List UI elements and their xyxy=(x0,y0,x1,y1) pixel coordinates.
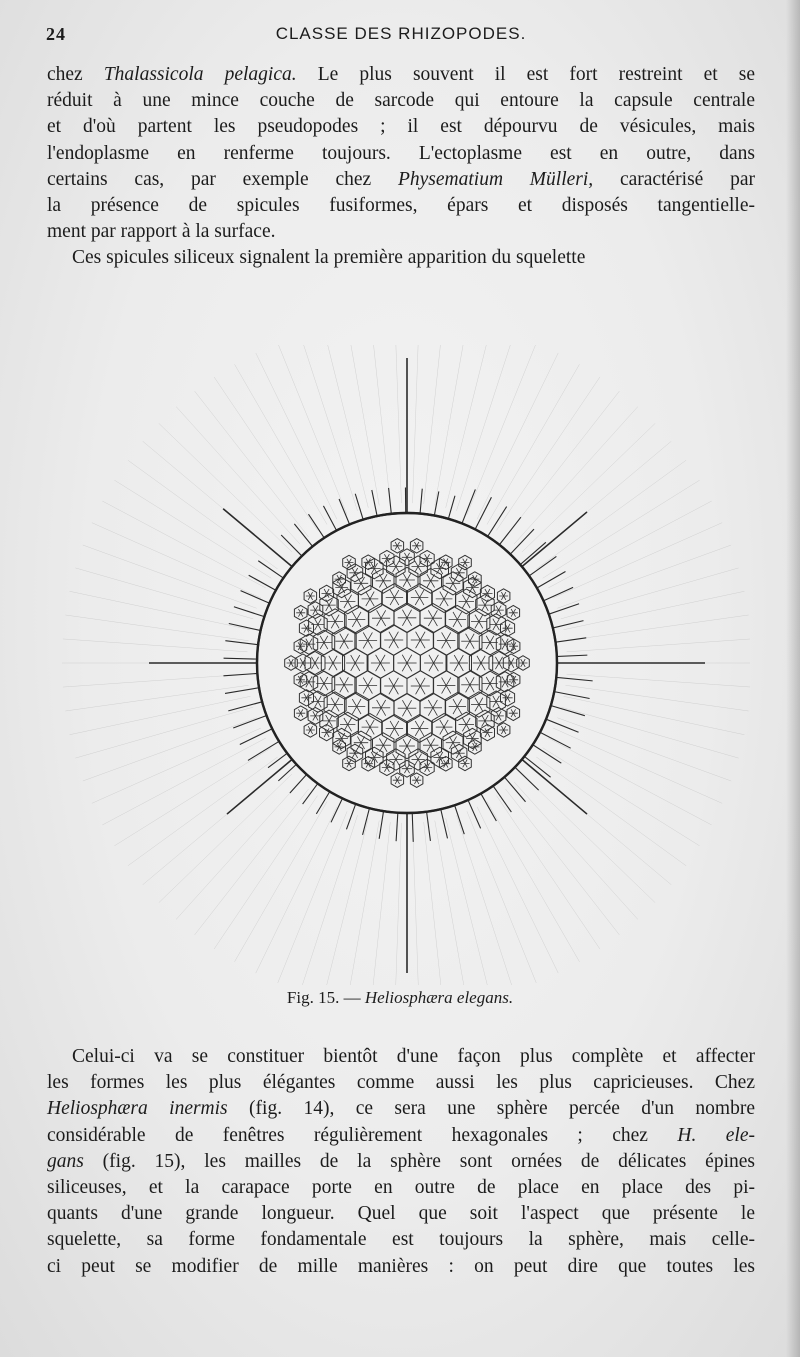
short-spine xyxy=(281,535,303,557)
text-line xyxy=(47,1254,755,1280)
short-spine xyxy=(248,740,281,760)
short-spine xyxy=(241,591,272,604)
ray xyxy=(63,674,248,687)
ray xyxy=(347,345,379,505)
short-spine xyxy=(278,763,298,781)
ray xyxy=(102,738,265,825)
text-run: ment par rapport à la surface. xyxy=(47,221,276,243)
short-spine xyxy=(258,561,285,579)
text-line xyxy=(47,114,755,140)
short-spine xyxy=(294,524,314,548)
short-spine xyxy=(554,638,587,643)
ray xyxy=(195,789,309,935)
text-line xyxy=(47,167,755,193)
short-spine xyxy=(363,806,370,835)
short-spine xyxy=(448,496,455,521)
ray xyxy=(553,728,722,803)
ray xyxy=(456,815,513,985)
short-spine xyxy=(269,547,294,568)
text-run: squelette, sa forme fondamentale est toujours la sphère, mais celle- xyxy=(47,1229,755,1251)
ray xyxy=(487,802,580,962)
short-spine xyxy=(339,499,350,526)
short-spine xyxy=(331,797,343,823)
text-run: réduit à une mince couche de sarcode qui entoure la capsule centrale xyxy=(47,90,755,112)
text-line xyxy=(47,62,755,88)
short-spine xyxy=(509,529,534,555)
ray xyxy=(65,615,248,641)
text-run: les formes les plus élégantes comme aussi les plus capricieuses. Chez xyxy=(47,1072,755,1094)
ray xyxy=(514,782,638,919)
text-line xyxy=(47,88,755,114)
ray xyxy=(102,501,265,588)
ray xyxy=(235,802,328,962)
ray xyxy=(496,377,599,530)
ray xyxy=(553,523,722,598)
ray xyxy=(522,774,655,903)
figure-caption xyxy=(0,988,800,1008)
ray xyxy=(557,718,731,781)
text-run: siliceuses, et la carapace porte en outre de place en place des pi- xyxy=(47,1177,755,1199)
text-run: (fig. 14), ce sera une sphère percée d'un nombre xyxy=(227,1098,755,1120)
short-spine xyxy=(549,705,585,716)
ray xyxy=(456,345,513,511)
short-spine xyxy=(225,687,261,693)
ray xyxy=(395,823,401,985)
short-spine xyxy=(544,718,578,732)
ray xyxy=(567,674,750,687)
short-spine xyxy=(531,744,561,764)
ray xyxy=(467,345,536,515)
ray xyxy=(347,821,379,985)
text-run: Le plus souvent il est fort restreint et se xyxy=(296,64,756,85)
ray xyxy=(548,738,711,825)
paragraph-1 xyxy=(47,62,755,272)
ray xyxy=(371,822,390,985)
short-spine xyxy=(498,517,521,546)
page-header xyxy=(46,24,756,54)
text-line xyxy=(47,141,755,167)
ray xyxy=(565,685,748,711)
ray xyxy=(83,545,257,608)
short-spine xyxy=(233,715,268,728)
short-spine xyxy=(547,604,579,615)
ray xyxy=(413,823,419,985)
short-spine xyxy=(474,497,491,531)
italic-run: Thalassicola pelagica. xyxy=(103,64,297,85)
text-line xyxy=(47,1149,755,1175)
text-run: (fig. 15), les mailles de la sphère sont ornées de délicates épines xyxy=(83,1150,755,1172)
short-spine xyxy=(379,809,384,839)
italic-run: gans xyxy=(47,1150,84,1172)
text-line xyxy=(47,219,755,245)
ray xyxy=(278,345,347,515)
short-spine xyxy=(555,655,587,656)
short-spine xyxy=(492,784,512,812)
italic-run: Physematium Mülleri, xyxy=(397,168,594,190)
ray xyxy=(214,796,317,949)
ray xyxy=(235,364,328,524)
text-run: la présence de spicules fusiformes, épars et disposés tangentielle- xyxy=(47,195,755,217)
ray xyxy=(83,718,257,781)
ray xyxy=(557,545,731,608)
short-spine xyxy=(229,623,263,630)
text-line xyxy=(47,1175,755,1201)
figure-heliosphaera-illustration xyxy=(60,345,750,985)
short-spine xyxy=(552,691,589,698)
ray xyxy=(548,501,711,588)
ray xyxy=(176,407,300,544)
short-spine xyxy=(346,802,356,829)
ray xyxy=(278,811,347,983)
ray xyxy=(514,407,638,544)
ray xyxy=(435,821,467,985)
text-line xyxy=(47,193,755,219)
short-spine xyxy=(503,776,525,802)
running-head: CLASSE DES RHIZOPODES. xyxy=(275,24,527,43)
short-spine xyxy=(316,790,330,814)
ray xyxy=(159,774,292,903)
short-spine xyxy=(542,587,573,601)
short-spine xyxy=(234,607,266,618)
short-spine xyxy=(551,621,584,629)
text-line xyxy=(47,1123,755,1149)
short-spine xyxy=(554,677,592,681)
ray xyxy=(176,782,300,919)
ray xyxy=(300,815,357,985)
ray xyxy=(424,345,443,504)
short-spine xyxy=(535,572,565,590)
short-spine xyxy=(519,542,546,566)
ray xyxy=(522,423,655,552)
text-line xyxy=(47,1096,755,1122)
ray xyxy=(477,807,558,973)
ray xyxy=(324,818,369,985)
ray xyxy=(256,353,337,519)
text-run: quants d'une grande longueur. Quel que soit l'aspect que présente le xyxy=(47,1203,755,1225)
ray xyxy=(567,639,750,652)
ray xyxy=(467,811,536,983)
short-spine xyxy=(225,641,260,645)
short-spine xyxy=(420,489,422,516)
ray xyxy=(300,345,357,511)
short-spine xyxy=(487,507,507,539)
text-line xyxy=(47,1070,755,1096)
short-spine xyxy=(308,514,325,539)
ray xyxy=(65,685,248,711)
ray xyxy=(496,796,599,949)
short-spine xyxy=(389,488,392,516)
ray xyxy=(63,639,248,652)
ray xyxy=(214,377,317,530)
short-spine xyxy=(480,792,496,821)
ray xyxy=(256,807,337,973)
short-spine xyxy=(523,755,551,777)
short-spine xyxy=(461,489,475,525)
ray xyxy=(536,757,686,866)
ray xyxy=(446,818,491,985)
ray xyxy=(565,615,748,641)
short-spine xyxy=(240,728,274,745)
ray xyxy=(92,523,261,598)
short-spine xyxy=(224,658,259,659)
text-run: ci peut se modifier de mille manières : on peut dire que toutes les xyxy=(47,1255,755,1277)
ray xyxy=(159,423,292,552)
paragraph-2 xyxy=(47,1044,755,1280)
ray xyxy=(487,364,580,524)
ray xyxy=(435,345,467,505)
text-line xyxy=(47,1227,755,1253)
text-run: Celui-ci va se constituer bientôt d'une façon plus complète et affecter xyxy=(72,1046,755,1067)
short-spine xyxy=(467,798,480,828)
short-spine xyxy=(303,782,319,804)
ray xyxy=(92,728,261,803)
figure-label: Fig. 15. — xyxy=(286,988,365,1007)
text-run: chez xyxy=(47,64,104,85)
page-number: 24 xyxy=(46,24,66,44)
ray xyxy=(536,460,686,569)
ray xyxy=(371,345,390,504)
ray xyxy=(506,789,620,935)
text-line xyxy=(47,245,755,271)
text-line xyxy=(47,1201,755,1227)
page-edge-shadow xyxy=(786,0,800,1357)
ray xyxy=(413,345,419,503)
italic-run: Heliosphæra inermis xyxy=(47,1098,228,1120)
short-spine xyxy=(290,773,308,793)
text-run: considérable de fenêtres régulièrement hexagonales ; chez xyxy=(47,1124,678,1146)
text-run: certains cas, par exemple chez xyxy=(47,168,398,190)
short-spine xyxy=(323,506,337,532)
short-spine xyxy=(440,807,447,838)
ray xyxy=(395,345,401,503)
short-spine xyxy=(396,811,398,841)
text-line xyxy=(47,1044,755,1070)
ray xyxy=(477,353,558,519)
text-run: et d'où partent les pseudopodes ; il est dépourvu de vésicules, mais xyxy=(47,116,755,138)
ray xyxy=(128,460,278,569)
short-spine xyxy=(223,673,259,676)
text-run: l'endoplasme en renferme toujours. L'ectoplasme est en outre, dans xyxy=(47,142,755,164)
short-spine xyxy=(228,701,264,711)
short-spine xyxy=(249,575,278,591)
short-spine xyxy=(527,556,556,577)
ray xyxy=(506,391,620,537)
text-run: Ces spicules siliceux signalent la première apparition du squelette xyxy=(72,247,586,269)
italic-run: H. ele- xyxy=(677,1124,755,1146)
short-spine xyxy=(426,810,430,841)
short-spine xyxy=(372,490,378,518)
short-spine xyxy=(412,811,413,842)
short-spine xyxy=(454,803,464,834)
ray xyxy=(195,391,309,537)
text-run: caractérisé par xyxy=(593,168,755,190)
ray xyxy=(424,822,443,985)
ray xyxy=(128,757,278,866)
figure-title: Heliosphæra elegans. xyxy=(364,988,514,1007)
